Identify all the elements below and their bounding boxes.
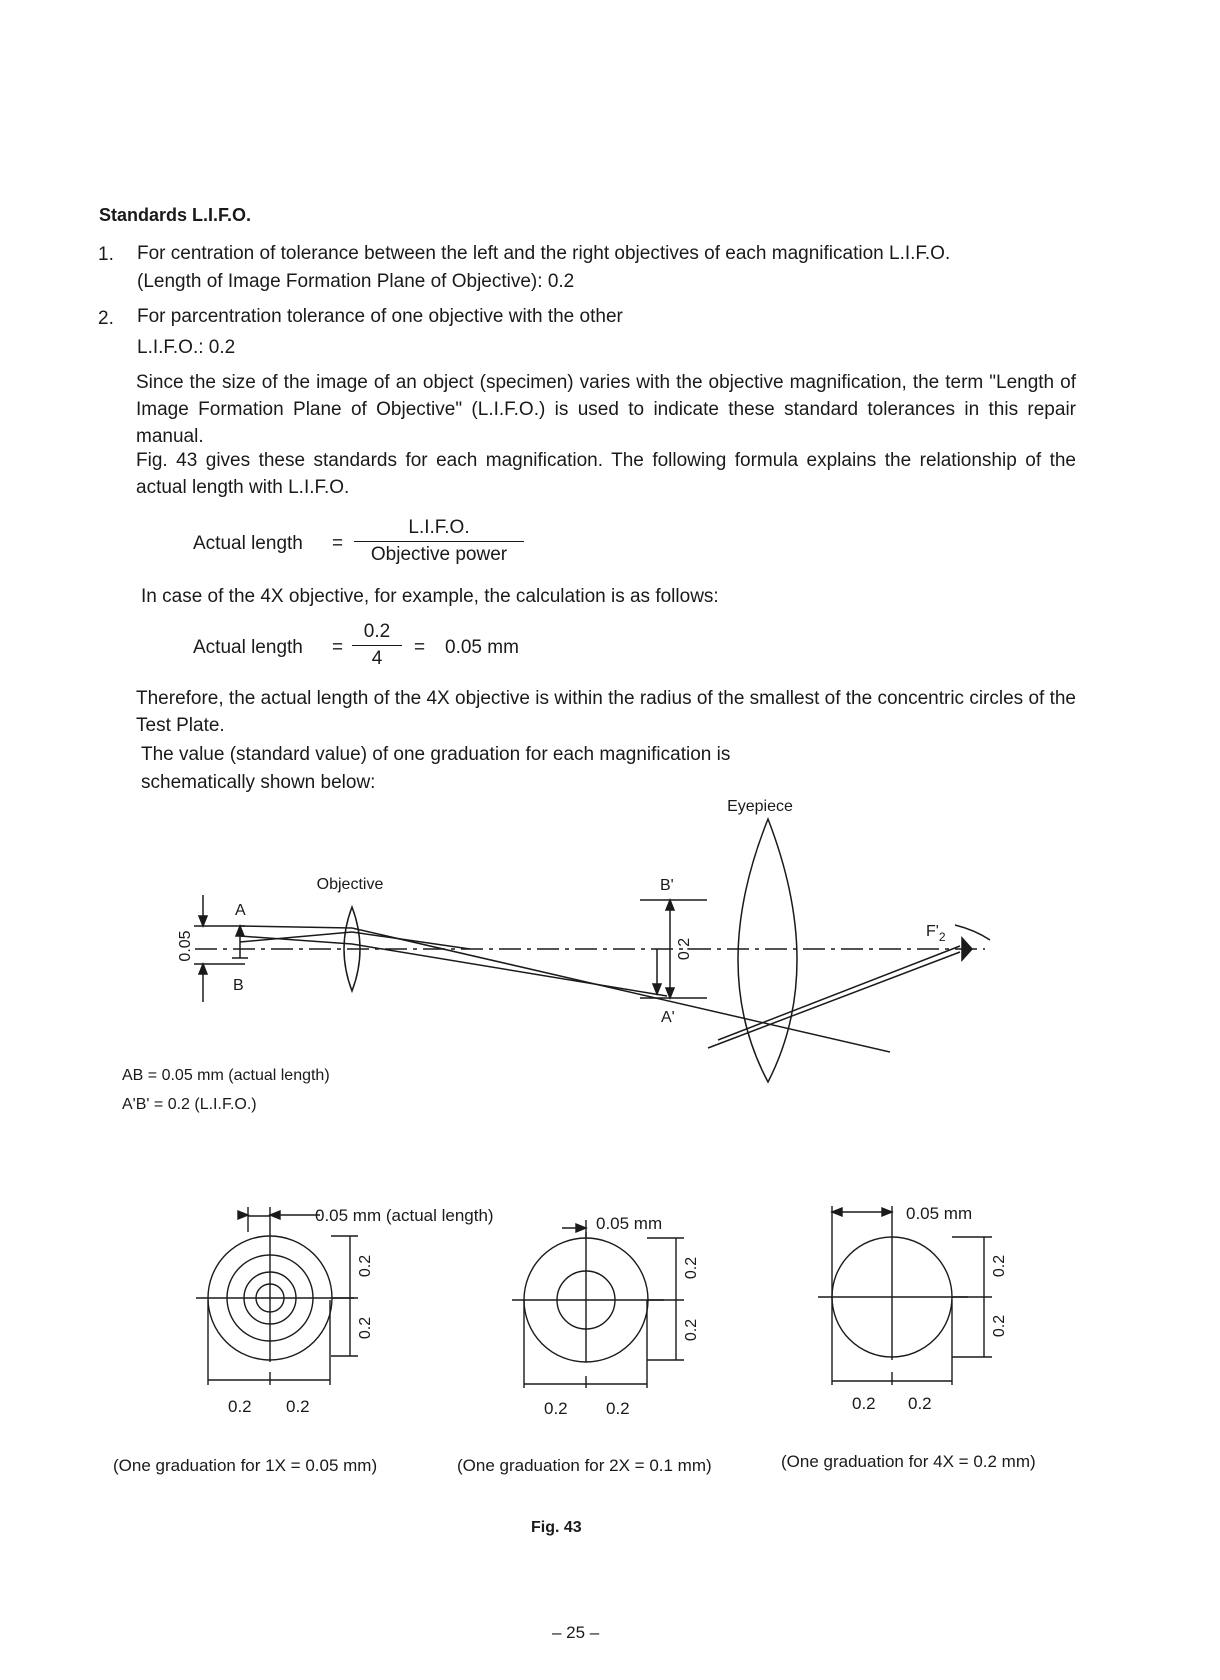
eyepiece-label: Eyepiece: [727, 798, 793, 815]
panel-1x-bottom-right: 0.2: [286, 1397, 310, 1416]
formula-2-result: 0.05 mm: [445, 637, 519, 658]
panel-1x-side-upper: 0.2: [357, 1254, 374, 1278]
panel-4x: [818, 1206, 992, 1385]
panel-2x-bottom-left: 0.2: [544, 1399, 568, 1418]
section-heading: Standards L.I.F.O.: [99, 205, 252, 225]
panel-2x-side-upper: 0.2: [683, 1256, 700, 1280]
panel-1x-bottom-left: 0.2: [228, 1397, 252, 1416]
panel-1x: [196, 1207, 358, 1385]
label-b-prime: B': [660, 877, 674, 894]
formula-1-denominator: Objective power: [370, 544, 508, 565]
page-number: – 25 –: [552, 1623, 600, 1642]
formula-2-denominator: 4: [371, 648, 383, 669]
paragraph-test-plate: Therefore, the actual length of the 4X objective is within the radius of the smallest of the concentric circles of the Test Plate.: [136, 688, 1076, 736]
note-a-prime-b-prime: A'B' = 0.2 (L.I.F.O.): [122, 1096, 257, 1113]
item-1-line-2: (Length of Image Formation Plane of Objective): 0.2: [137, 271, 575, 292]
panel-4x-bottom-right: 0.2: [908, 1394, 932, 1413]
note-ab: AB = 0.05 mm (actual length): [122, 1067, 330, 1084]
panel-4x-top-label: 0.05 mm: [906, 1204, 973, 1223]
formula-2-numerator: 0.2: [352, 621, 402, 646]
caption-4x: (One graduation for 4X = 0.2 mm): [781, 1452, 1036, 1471]
label-a: A: [235, 902, 246, 919]
panel-1x-top-label: 0.05 mm (actual length): [315, 1206, 494, 1225]
caption-1x: (One graduation for 1X = 0.05 mm): [113, 1456, 378, 1475]
formula-2-equals-2: =: [414, 637, 426, 658]
paragraph-graduation-line-1: The value (standard value) of one graduation for each magnification is: [141, 744, 731, 765]
label-a-prime: A': [661, 1009, 675, 1026]
formula-2-lhs: Actual length: [193, 637, 303, 658]
formula-2-equals: =: [332, 637, 344, 658]
paragraph-graduation-line-2: schematically shown below:: [141, 772, 376, 793]
caption-2x: (One graduation for 2X = 0.1 mm): [457, 1456, 712, 1475]
label-f2: $F'_2$: [926, 923, 946, 944]
item-1-line-1: For centration of tolerance between the left and the right objectives of each magnification L.I.F.O.: [137, 243, 951, 264]
label-b: B: [233, 977, 244, 994]
formula-1-lhs: Actual length: [193, 533, 303, 554]
panel-4x-side-upper: 0.2: [991, 1254, 1008, 1278]
panel-2x-side-lower: 0.2: [683, 1318, 700, 1342]
panel-2x-top-label: 0.05 mm: [596, 1214, 663, 1233]
panel-1x-side-lower: 0.2: [357, 1316, 374, 1340]
item-1-number: 1.: [98, 244, 114, 265]
paragraph-lifo-definition: Since the size of the image of an object (specimen) varies with the objective magnification, the term "Length of Image Formation Plane of Objective" (L.I.F.O.) is used to indicate these standard tolerances in this repair manual.: [136, 372, 1076, 447]
panel-2x: [512, 1220, 684, 1388]
dim-image-height: 0.2: [676, 937, 693, 961]
objective-label: Objective: [316, 876, 384, 893]
formula-1-numerator: L.I.F.O.: [354, 517, 524, 542]
figure-label: Fig. 43: [531, 1519, 582, 1536]
item-2-number: 2.: [98, 308, 114, 329]
example-intro: In case of the 4X objective, for example, the calculation is as follows:: [141, 586, 719, 607]
item-2-line-2: L.I.F.O.: 0.2: [137, 337, 236, 358]
panel-2x-bottom-right: 0.2: [606, 1399, 630, 1418]
panel-4x-side-lower: 0.2: [991, 1314, 1008, 1338]
panel-4x-bottom-left: 0.2: [852, 1394, 876, 1413]
dim-object-height: 0.05: [177, 930, 194, 962]
paragraph-formula-intro: Fig. 43 gives these standards for each magnification. The following formula explains the relationship of the actual length with L.I.F.O.: [136, 450, 1076, 498]
formula-1-equals: =: [332, 533, 344, 554]
eyepiece-lens: [738, 819, 797, 1082]
item-2-line-1: For parcentration tolerance of one objective with the other: [137, 306, 623, 327]
